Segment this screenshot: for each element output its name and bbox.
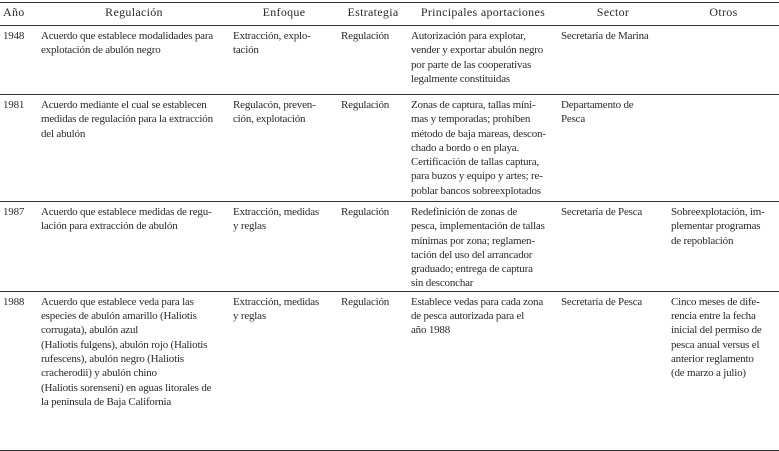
header-enfoque: Enfoque [230, 3, 338, 26]
cell-estrategia: Regulación [338, 26, 408, 95]
header-otros: Otros [668, 3, 779, 26]
cell-enfoque: Regulacón, preven- ción, explotación [230, 95, 338, 202]
cell-enfoque: Extracción, explo- tación [230, 26, 338, 95]
cell-regulacion: Acuerdo que establece veda para las especies de abulón amarillo (Haliotis corrugata), abulón azul (Haliotis fulgens), abulón rojo (Haliotis rufescens), abulón negro (Haliotis cracherodii) y abulón chino (Haliotis sorenseni) en aguas litorales de la península de Baja California [38, 291, 230, 450]
cell-aportaciones: Establece vedas para cada zona de pesca autorizada para el año 1988 [408, 291, 558, 450]
cell-sector: Departamento de Pesca [558, 95, 668, 202]
cell-otros [668, 95, 779, 202]
table-row [0, 26, 779, 95]
cell-anio: 1987 [0, 202, 38, 292]
cell-aportaciones: Redefinición de zonas de pesca, implementación de tallas mínimas por zona; reglamen- tación del uso del arrancador graduado; entrega de captura sin desconchar [408, 202, 558, 292]
cell-aportaciones: Zonas de captura, tallas míni- mas y temporadas; prohiben método de baja mareas, descon- chado a bordo o en playa. Certificación de tallas captura, para buzos y equipo y artes; re- poblar bancos sobreexplotados [408, 95, 558, 202]
cell-otros: Sobreexplotación, im- plementar programas de repoblación [668, 202, 779, 292]
cell-estrategia: Regulación [338, 291, 408, 450]
cell-sector: Secretaría de Marina [558, 26, 668, 95]
table-row [0, 202, 779, 292]
cell-anio: 1981 [0, 95, 38, 202]
header-estrategia: Estrategia [338, 3, 408, 26]
cell-estrategia: Regulación [338, 95, 408, 202]
cell-anio: 1988 [0, 291, 38, 450]
cell-enfoque: Extracción, medidas y reglas [230, 202, 338, 292]
header-regulacion: Regulación [38, 3, 230, 26]
header-aportaciones: Principales aportaciones [408, 3, 558, 26]
cell-regulacion: Acuerdo que establece modalidades para explotación de abulón negro [38, 26, 230, 95]
cell-enfoque: Extracción, medidas y reglas [230, 291, 338, 450]
cell-regulacion: Acuerdo mediante el cual se establecen medidas de regulación para la extracción del abulón [38, 95, 230, 202]
header-sector: Sector [558, 3, 668, 26]
cell-sector: Secretaría de Pesca [558, 202, 668, 292]
cell-otros: Cinco meses de dife- rencia entre la fecha inicial del permiso de pesca anual versus el anterior reglamento (de marzo a julio) [668, 291, 779, 450]
header-anio: Año [0, 3, 38, 26]
table-row [0, 291, 779, 450]
cell-estrategia: Regulación [338, 202, 408, 292]
cell-otros [668, 26, 779, 95]
cell-aportaciones: Autorización para explotar, vender y exportar abulón negro por parte de las cooperativas legalmente constituidas [408, 26, 558, 95]
regulation-table [0, 2, 779, 451]
cell-sector: Secretaría de Pesca [558, 291, 668, 450]
header-row [0, 3, 779, 26]
cell-anio: 1948 [0, 26, 38, 95]
table-row [0, 95, 779, 202]
cell-regulacion: Acuerdo que establece medidas de regu- lación para extracción de abulón [38, 202, 230, 292]
